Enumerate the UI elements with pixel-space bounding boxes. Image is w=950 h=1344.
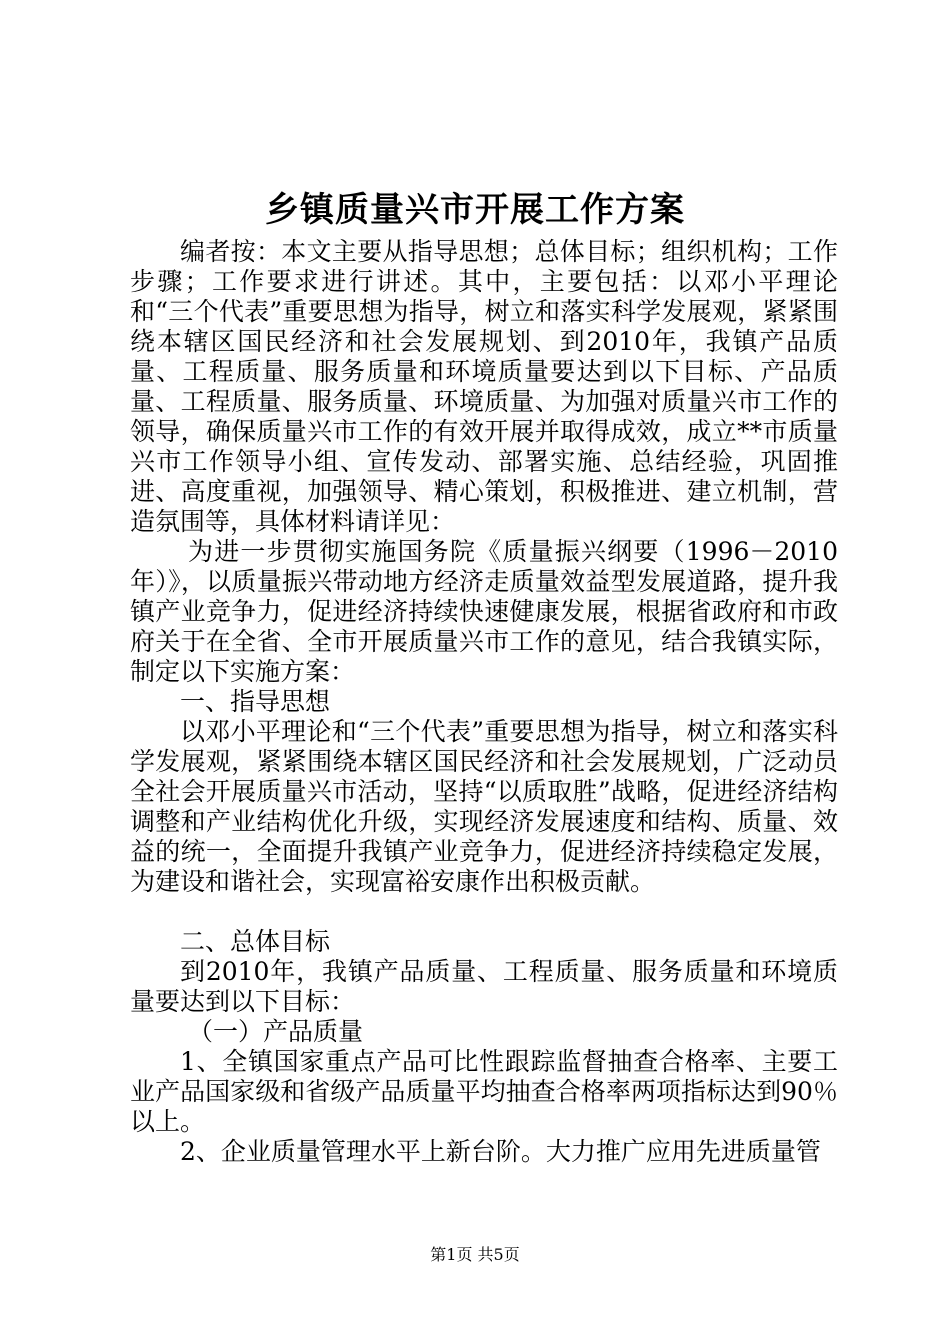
editor-note-paragraph: 编者按：本文主要从指导思想；总体目标；组织机构；工作步骤；工作要求进行讲述。其中，主要包括：以邓小平理论和“三个代表”重要思想为指导，树立和落实科学发展观，紧紧围绕本辖区国民经济和社会发展规划、到2010年，我镇产品质量、工程质量、服务质量和环境质量要达到以下目标、产品质量、工程质量、服务质量、环境质量、为加强对质量兴市工作的领导，确保质量兴市工作的有效开展并取得成效，成立**市质量兴市工作领导小组、宣传发动、部署实施、总结经验，巩固推进、高度重视，加强领导、精心策划，积极推进、建立机制，营造氛围等，具体材料请详见： xyxy=(130,237,838,536)
overall-goals-paragraph: 到2010年，我镇产品质量、工程质量、服务质量和环境质量要达到以下目标： xyxy=(130,957,838,1016)
list-item-1: 1、全镇国家重点产品可比性跟踪监督抽查合格率、主要工业产品国家级和省级产品质量平均抽查合格率两项指标达到90％以上。 xyxy=(130,1047,838,1136)
list-item-2: 2、企业质量管理水平上新台阶。大力推广应用先进质量管 xyxy=(180,1137,821,1166)
document-body xyxy=(130,237,838,1167)
paragraph-gap xyxy=(130,897,838,927)
guiding-ideology-paragraph: 以邓小平理论和“三个代表”重要思想为指导，树立和落实科学发展观，紧紧围绕本辖区国民经济和社会发展规划，广泛动员全社会开展质量兴市活动，坚持“以质取胜”战略，促进经济结构调整和产业结构优化升级，实现经济发展速度和结构、质量、效益的统一，全面提升我镇产业竞争力，促进经济持续稳定发展，为建设和谐社会，实现富裕安康作出积极贡献。 xyxy=(130,717,838,896)
intro-paragraph: 为进一步贯彻实施国务院《质量振兴纲要（1996－2010年）》，以质量振兴带动地方经济走质量效益型发展道路，提升我镇产业竞争力，促进经济持续快速健康发展，根据省政府和市政府关于在全省、全市开展质量兴市工作的意见，结合我镇实际，制定以下实施方案： xyxy=(130,537,838,686)
page-footer: 第1页 共5页 xyxy=(430,1245,520,1264)
section-heading-guiding-ideology: 一、指导思想 xyxy=(180,687,331,716)
document-title: 乡镇质量兴市开展工作方案 xyxy=(265,190,685,230)
section-heading-overall-goals: 二、总体目标 xyxy=(180,927,331,956)
subsection-heading-product-quality: （一）产品质量 xyxy=(188,1017,364,1046)
